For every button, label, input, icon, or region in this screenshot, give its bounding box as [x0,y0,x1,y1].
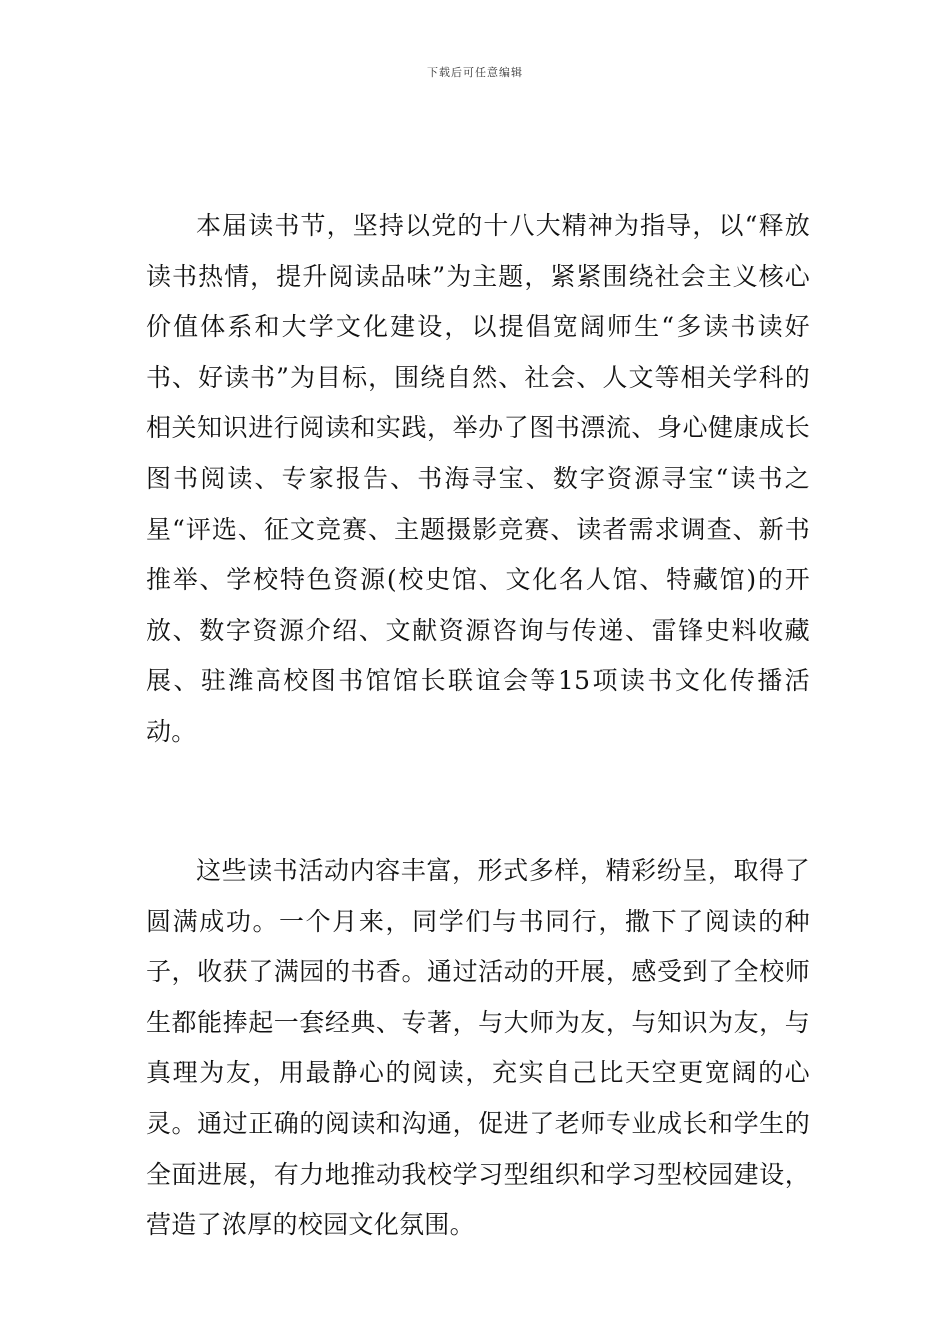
page-header: 下载后可任意编辑 [427,66,523,79]
paragraph-2: 这些读书活动内容丰富，形式多样，精彩纷呈，取得了圆满成功。一个月来，同学们与书同行，撒下了阅读的种子，收获了满园的书香。通过活动的开展，感受到了全校师生都能捧起一套经典、专著，与大师为友，与知识为友，与真理为友，用最静心的阅读，充实自己比天空更宽阔的心灵。通过正确的阅读和沟通，促进了老师专业成长和学生的全面进展，有力地推动我校学习型组织和学习型校园建设，营造了浓厚的校园文化氛围。 [146,856,810,1240]
paragraph-1: 本届读书节，坚持以党的十八大精神为指导，以“释放读书热情，提升阅读品味”为主题，紧紧围绕社会主义核心价值体系和大学文化建设，以提倡宽阔师生“多读书读好书、好读书”为目标，围绕自然、社会、人文等相关学科的相关知识进行阅读和实践，举办了图书漂流、身心健康成长图书阅读、专家报告、书海寻宝、数字资源寻宝“读书之星“评选、征文竞赛、主题摄影竞赛、读者需求调查、新书推举、学校特色资源(校史馆、文化名人馆、特藏馆)的开放、数字资源介绍、文献资源咨询与传递、雷锋史料收藏展、驻潍高校图书馆馆长联谊会等15项读书文化传播活动。 [146,211,810,746]
